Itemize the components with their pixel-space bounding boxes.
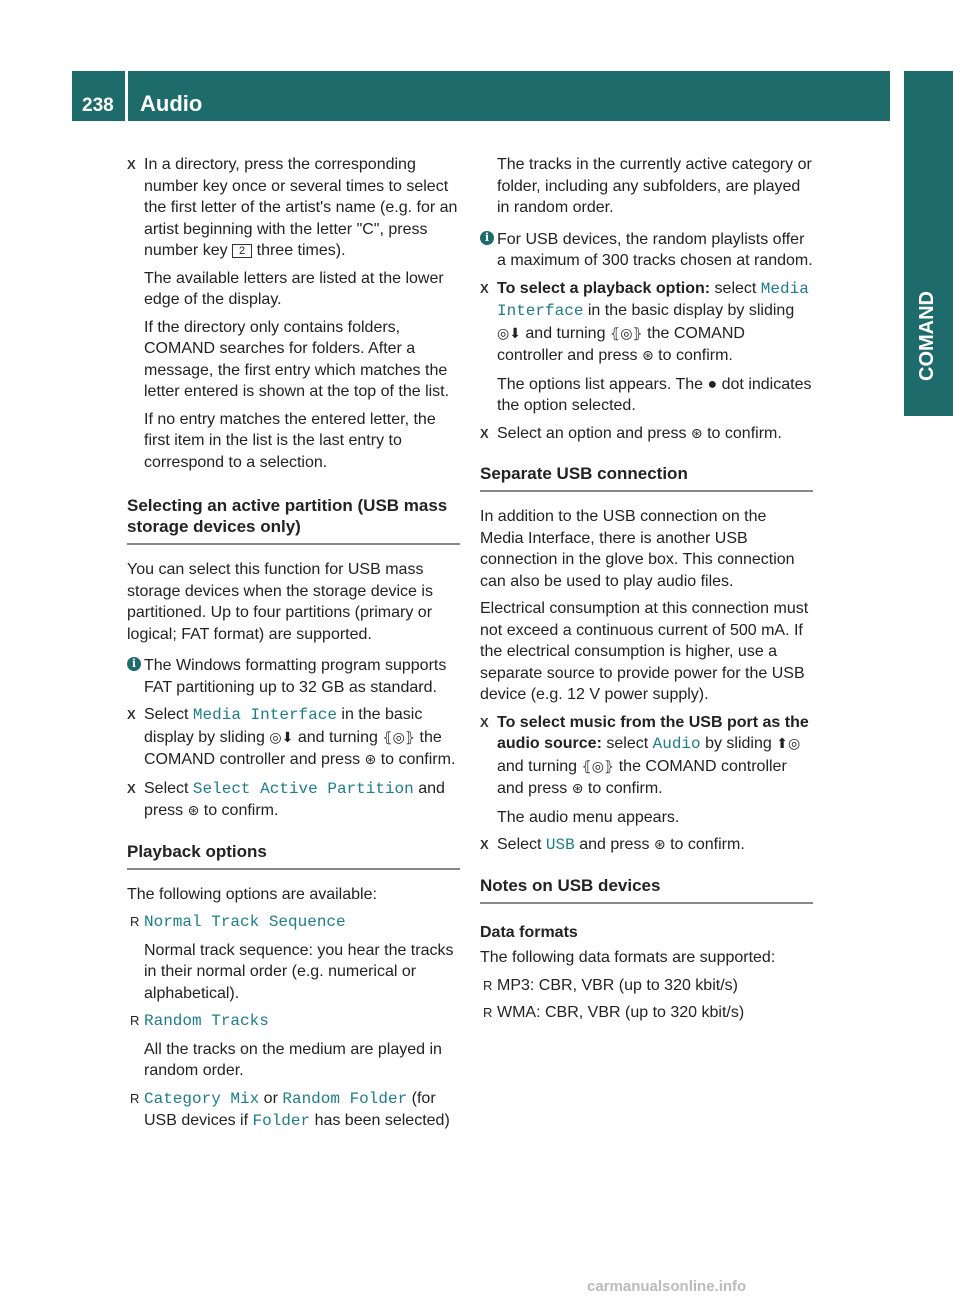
slide-down-icon: ◎⬇ (269, 729, 294, 746)
step-text: and turning (525, 324, 606, 342)
paragraph (480, 374, 813, 417)
step-text: and turning (497, 757, 578, 775)
option-folder: Folder (252, 1112, 311, 1130)
watermark: carmanualsonline.info (587, 1278, 747, 1295)
step-text: three times). (256, 242, 346, 259)
step-select-usb-audio (480, 712, 813, 801)
step-text: by sliding (705, 735, 772, 752)
step-text: select (606, 735, 649, 752)
step-text: or (263, 1089, 278, 1107)
menu-item-media-interface: Media Interface (192, 706, 337, 724)
option-random-folder: Random Folder (282, 1089, 408, 1108)
option-random-tracks: Random Tracks (144, 1012, 269, 1030)
paragraph: The following data formats are supported: (480, 949, 776, 966)
page-header (72, 71, 890, 121)
paragraph: The available letters are listed at the lower edge of the display. (144, 269, 444, 308)
paragraph: Electrical consumption at this connection must not exceed a continuous current of 500 mA. If the electrical consumption is higher, use a separate source to provide power for the USB device (e.g. 12 V power supply). (480, 600, 809, 703)
step-text: to confirm. (203, 802, 279, 819)
step-select-letter (127, 154, 460, 262)
list-item: R MP3: CBR, VBR (up to 320 kbit/s) (480, 975, 813, 997)
info-note (480, 229, 813, 272)
info-text: The Windows formatting program supports FAT partitioning up to 32 GB as standard. (144, 657, 447, 696)
step-text: the COMAND controller and press (144, 728, 442, 768)
step-text: (for USB devices if (144, 1089, 436, 1129)
step-title: To select a playback option: (497, 279, 711, 297)
option-normal-track-sequence: Normal Track Sequence (144, 913, 346, 931)
menu-item-audio: Audio (652, 735, 701, 753)
list-item (127, 1010, 460, 1033)
paragraph: The tracks in the currently active category or folder, including any subfolders, are played in random order. (497, 156, 812, 216)
slide-up-icon: ⬆◎ (776, 736, 801, 752)
paragraph: Normal track sequence: you hear the tracks in their normal order (e.g. numerical or alphabetical). (144, 941, 454, 1002)
info-note (127, 655, 460, 698)
heading-separate-usb: Separate USB connection (480, 463, 813, 492)
step-title: To select music from the USB port as the audio source: (497, 713, 809, 752)
heading-playback-options: Playback options (127, 841, 460, 870)
option-category-mix: Category Mix (144, 1089, 260, 1108)
heading-partition: Selecting an active partition (USB mass storage devices only) (127, 495, 460, 545)
press-controller-icon: ⊛ (187, 803, 200, 819)
paragraph: The following options are available: (127, 885, 377, 903)
number-key-2-icon: 2 (232, 244, 252, 258)
heading-data-formats: Data formats (480, 923, 578, 941)
step-select-partition (127, 778, 460, 823)
step-select-usb (480, 834, 813, 857)
right-column (480, 154, 813, 1030)
step-text: to confirm. (380, 751, 456, 768)
paragraph: You can select this function for USB mass storage devices when the storage device is partitioned. Up to four partitions (primary or logical; FAT format) are supported. (127, 561, 433, 643)
menu-item-select-active-partition: Select Active Partition (192, 779, 414, 798)
menu-item-usb: USB (545, 836, 575, 854)
info-icon: i (127, 657, 141, 671)
step-text: In a directory, press the corresponding number key once or several times to select the first letter of the artist's name (e.g. for an artist beginning with the letter "C", press number key (144, 156, 458, 259)
header-divider (125, 71, 128, 121)
step-select-media-interface (127, 704, 460, 772)
step-select-playback-option (480, 278, 813, 368)
slide-down-icon: ◎⬇ (497, 325, 521, 342)
step-text: to confirm. (670, 836, 745, 853)
turn-controller-icon: ⦃◎⦄ (382, 729, 416, 746)
turn-controller-icon: ⦃◎⦄ (609, 325, 643, 342)
step-select-option (480, 423, 813, 446)
step-text: The options list appears. The (497, 375, 704, 393)
step-text: to confirm. (707, 424, 782, 442)
press-controller-icon: ⊛ (641, 348, 654, 364)
paragraph: In addition to the USB connection on the Media Interface, there is another USB connection in the glove box. This connection can also be used to play audio files. (480, 508, 795, 590)
info-text: For USB devices, the random playlists offer a maximum of 300 tracks chosen at random. (497, 230, 813, 269)
step-text: and press (579, 836, 650, 853)
step-text: and press (144, 779, 445, 819)
info-icon: i (480, 231, 494, 245)
step-text: Select (497, 836, 542, 853)
step-text: select (714, 279, 757, 297)
step-text: Select (144, 706, 189, 723)
step-text: dot indicates the option selected. (497, 375, 812, 414)
paragraph: If no entry matches the entered letter, the first item in the list is the last entry to correspond to a selection. (144, 410, 436, 471)
press-controller-icon: ⊛ (364, 752, 377, 768)
menu-item-media-interface: Media Interface (497, 279, 809, 320)
list-item: R WMA: CBR, VBR (up to 320 kbit/s) (480, 1002, 813, 1024)
heading-notes-usb: Notes on USB devices (480, 875, 813, 904)
press-controller-icon: ⊛ (571, 781, 584, 797)
list-item (127, 911, 460, 934)
step-text: in the basic display by sliding (144, 706, 423, 746)
section-title: Audio (140, 91, 203, 116)
step-text: and turning (297, 728, 378, 746)
press-controller-icon: ⊛ (690, 425, 703, 442)
turn-controller-icon: ⦃◎⦄ (581, 758, 615, 775)
left-column (127, 154, 460, 1139)
side-tab-label: COMAND (916, 291, 938, 381)
step-text: has been selected) (314, 1112, 450, 1129)
page-number: 238 (82, 95, 114, 116)
step-text: Select an option and press (497, 424, 687, 442)
paragraph: If the directory only contains folders, COMAND searches for folders. After a message, the first entry which matches the letter entered is shown at the top of the list. (144, 318, 450, 400)
step-text: the COMAND controller and press (497, 324, 745, 364)
paragraph: All the tracks on the medium are played in random order. (144, 1040, 442, 1079)
step-text: in the basic display by sliding (587, 302, 795, 319)
step-text: to confirm. (587, 780, 663, 797)
step-text: the COMAND controller and press (497, 757, 787, 797)
selection-dot-icon: ● (707, 375, 718, 393)
list-item (127, 1088, 460, 1133)
step-text: Select (144, 779, 189, 797)
press-controller-icon: ⊛ (653, 837, 666, 853)
side-tab (904, 71, 953, 416)
paragraph: The audio menu appears. (497, 808, 680, 826)
step-text: to confirm. (658, 347, 733, 364)
